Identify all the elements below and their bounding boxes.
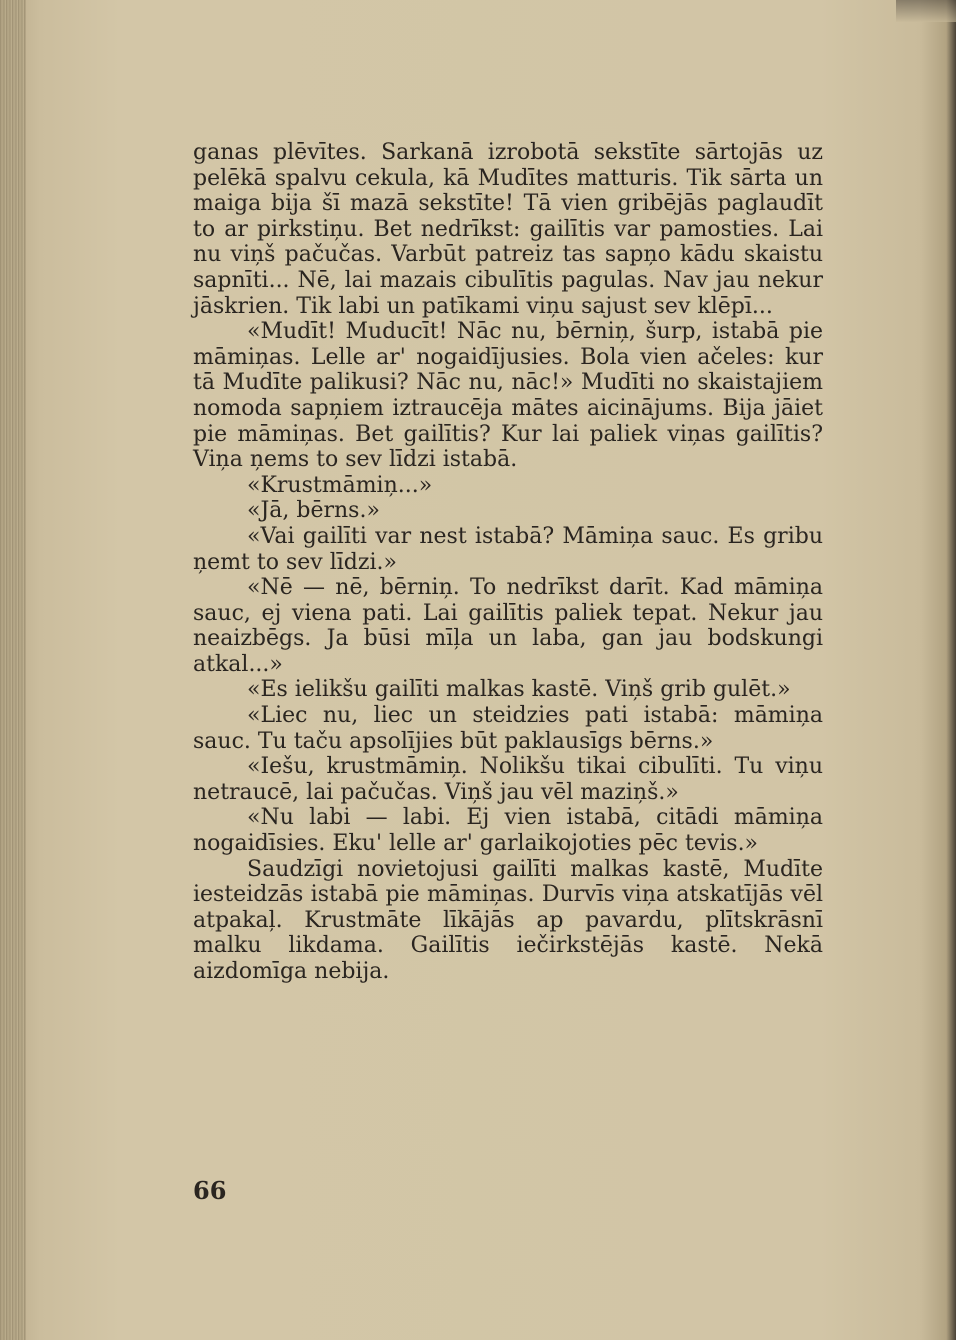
- paragraph: «Liec nu, liec un steidzies pati istabā: māmiņa sauc. Tu taču apsolījies būt paklausīgs bērns.»: [193, 703, 823, 754]
- page-corner-shadow: [896, 0, 956, 22]
- paragraph: «Nē — nē, bērniņ. To nedrīkst darīt. Kad māmiņa sauc, ej viena pati. Lai gailītis paliek tepat. Nekur jau neaizbēgs. Ja būsi mīļa un laba, gan jau bodskungi atkal...»: [193, 575, 823, 677]
- paragraph: «Vai gailīti var nest istabā? Māmiņa sauc. Es gribu ņemt to sev līdzi.»: [193, 523, 823, 575]
- page-right-edge: [946, 0, 956, 1340]
- paragraph: «Es ielikšu gailīti malkas kastē. Viņš grib gulēt.»: [247, 677, 791, 703]
- paragraph: «Nu labi — labi. Ej vien istabā, citādi māmiņa nogaidīsies. Eku' lelle ar' garlaikojoties pēc tevis.»: [193, 805, 823, 857]
- paragraph: ganas plēvītes. Sarkanā izrobotā sekstīte sārtojās uz pelēkā spalvu cekula, kā Mudītes matturis. Tik sārta un maiga bija šī mazā sekstīte! Tā vien gribējās paglaudīt to ar pirkstiņu. Bet nedrīkst: gailītis var pamosties. Lai nu viņš pačučas. Varbūt patreiz tas sapņo kādu skaistu sapnīti... Nē, lai mazais cibulītis pagulas. Nav jau nekur jāskrien. Tik labi un patīkami viņu sajust sev klēpī...: [193, 140, 823, 319]
- paragraph: Saudzīgi novietojusi gailīti malkas kastē, Mudīte iesteidzās istabā pie māmiņas. Durvīs viņa atskatījās vēl atpakaļ. Krustmāte līkājās ap pavardu, plītskrāsnī malku likdama. Gailītis iečirkstējās kastē. Nekā aizdomīga nebija.: [193, 856, 823, 984]
- paragraph: «Iešu, krustmāmiņ. Nolikšu tikai cibulīti. Tu viņu netraucē, lai pačučas. Viņš jau vēl maziņš.»: [193, 754, 823, 805]
- page-binding-edge: [0, 0, 26, 1340]
- body-text: [193, 140, 823, 985]
- paragraph: «Jā, bērns.»: [247, 498, 380, 524]
- page-number: 66: [193, 1176, 227, 1205]
- paragraph: «Mudīt! Muducīt! Nāc nu, bērniņ, šurp, istabā pie māmiņas. Lelle ar' nogaidījusies. Bola vien ačeles: kur tā Mudīte palikusi? Nāc nu, nāc!» Mudīti no skaistajiem nomoda sapņiem iztraucēja mātes aicinājums. Bija jāiet pie māmiņas. Bet gailītis? Kur lai paliek viņas gailītis? Viņa ņems to sev līdzi istabā.: [193, 319, 823, 473]
- paragraph: «Krustmāmiņ...»: [247, 472, 433, 498]
